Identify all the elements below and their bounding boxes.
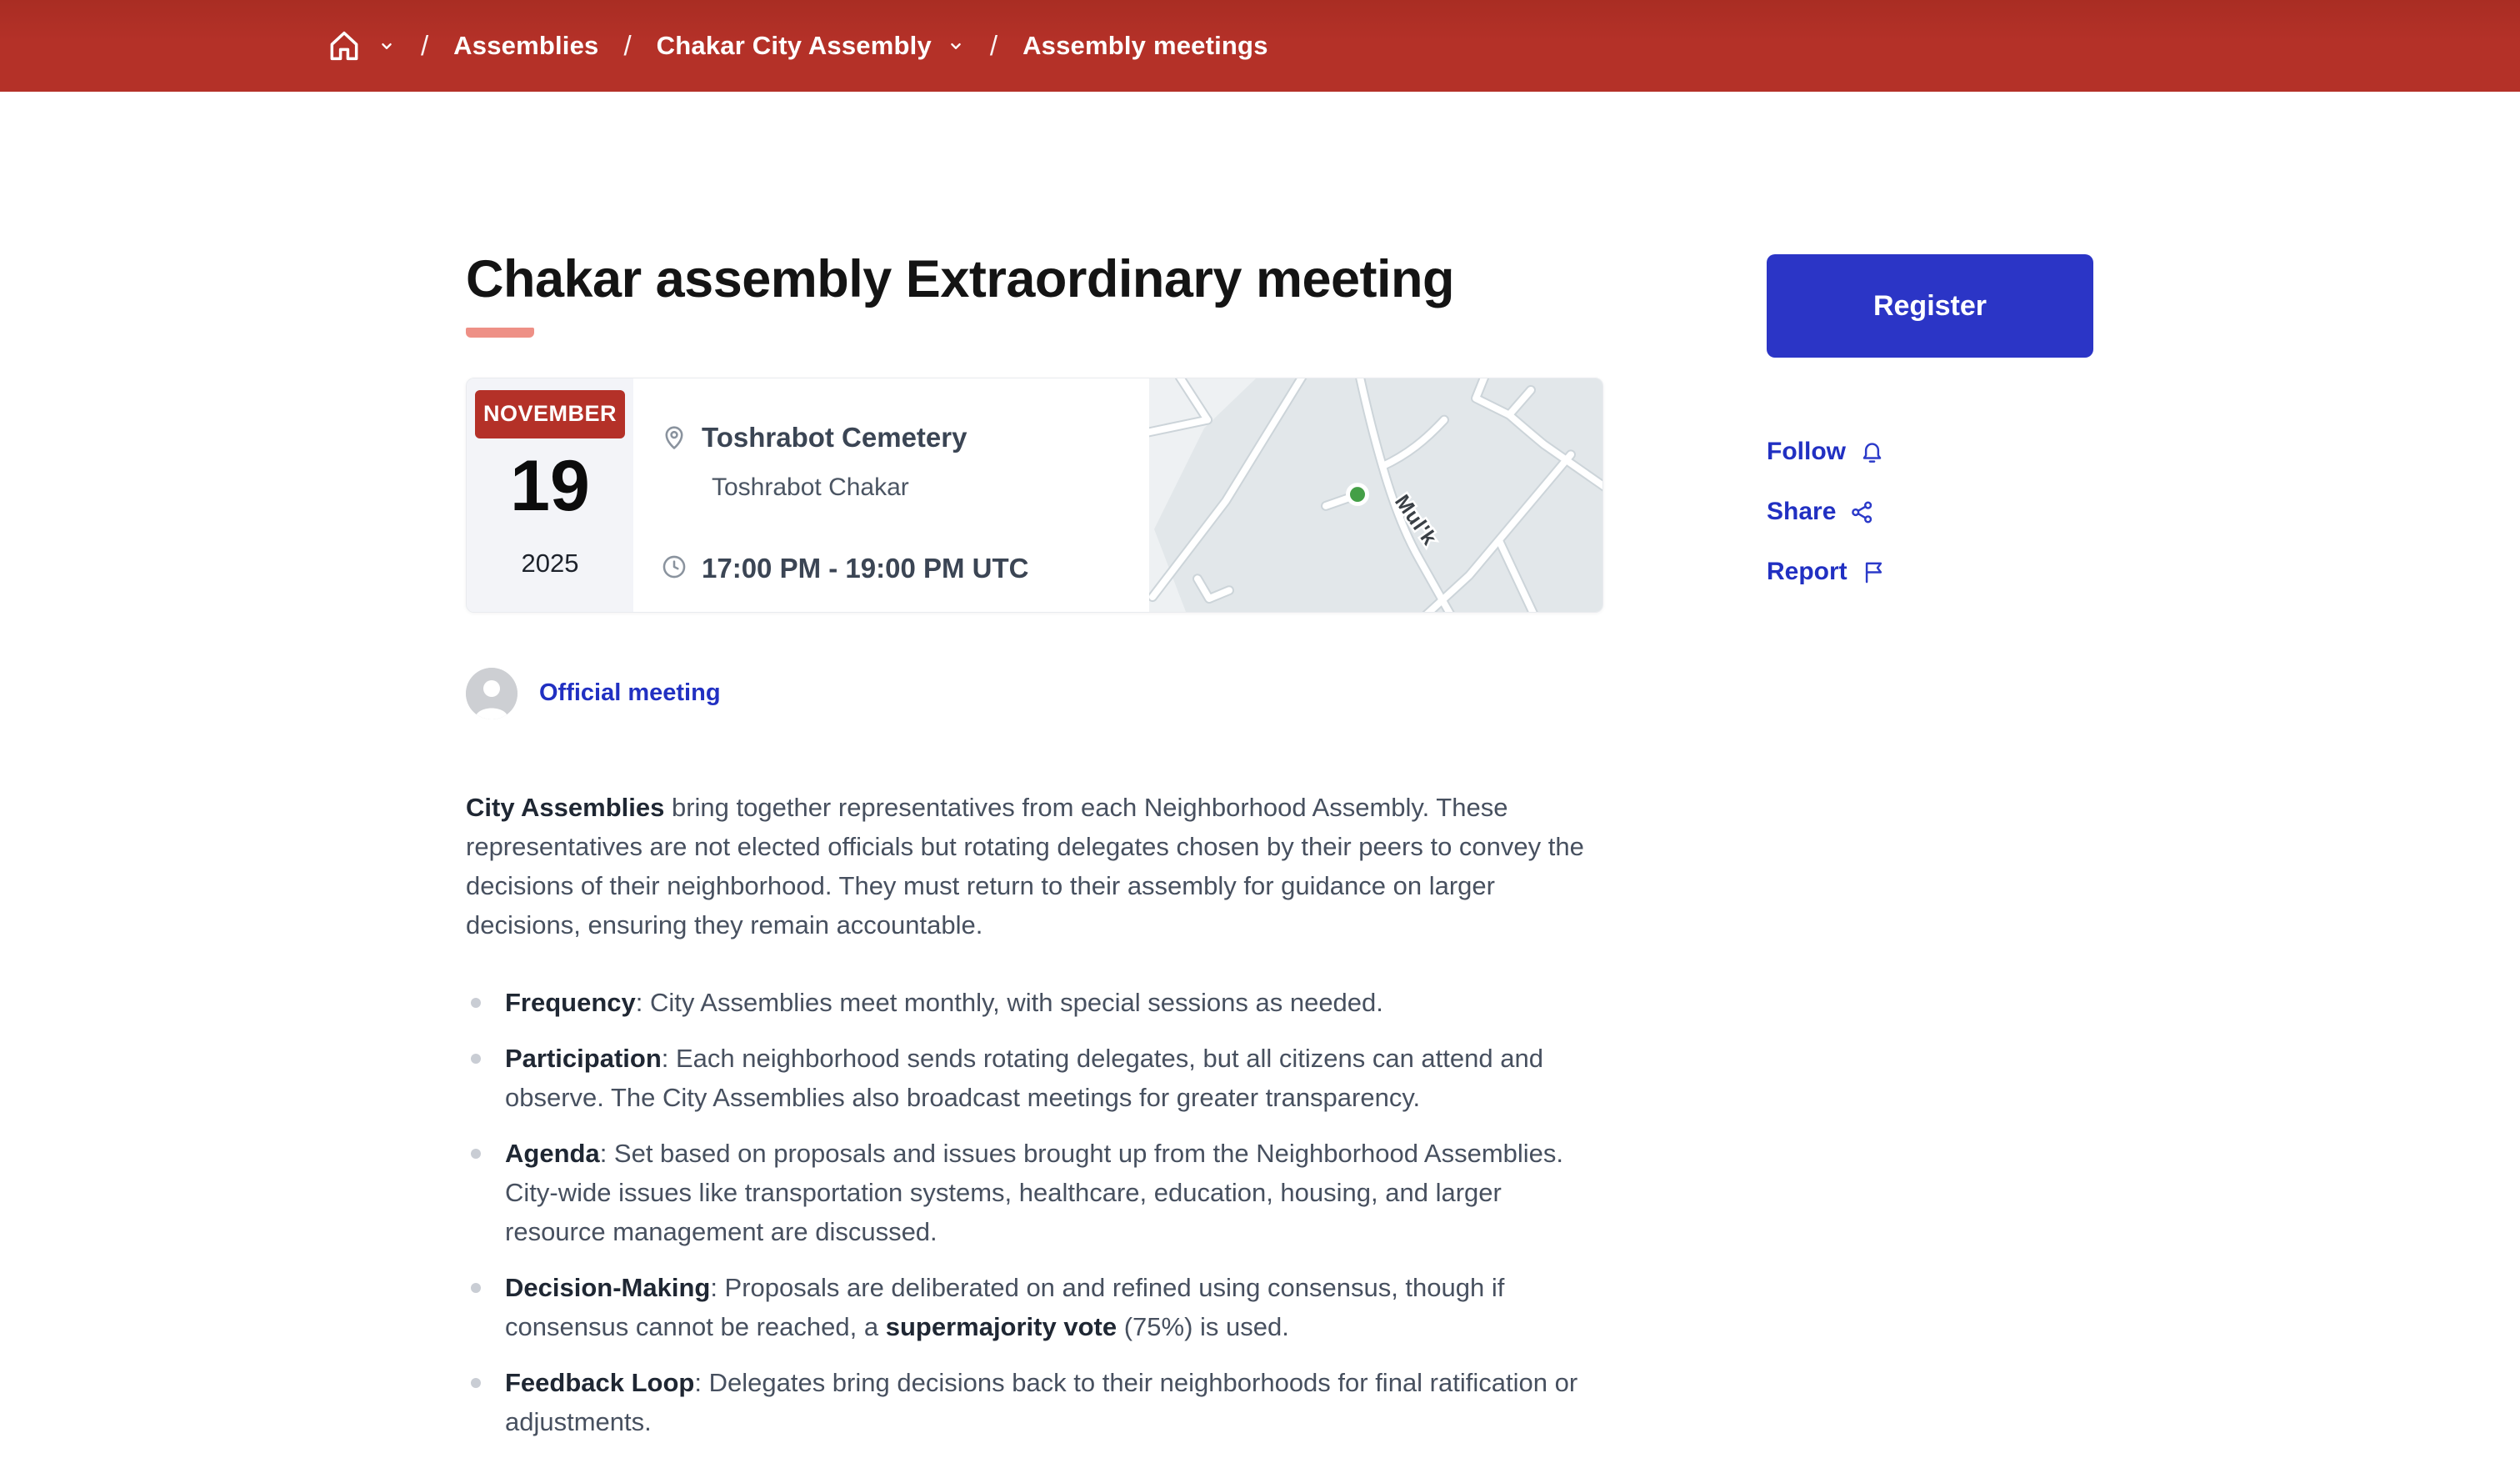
breadcrumb-separator: /: [421, 30, 429, 61]
bullet-label: Frequency: [505, 987, 636, 1017]
breadcrumb-bar: [0, 0, 2520, 92]
event-day: 19: [510, 445, 590, 526]
breadcrumb-home-link[interactable]: [326, 28, 362, 64]
bullet-text: : Proposals are deliberated on and refined using consensus, though if consensus cannot be reached, a: [505, 1272, 1505, 1341]
bullet-text: (75%) is used.: [1117, 1311, 1289, 1341]
page-title: Chakar assembly Extraordinary meeting: [466, 250, 1455, 308]
report-button[interactable]: [1767, 558, 2093, 586]
follow-label: Follow: [1767, 438, 1846, 465]
location-address: Toshrabot Chakar: [712, 473, 909, 501]
follow-button[interactable]: [1767, 438, 2093, 466]
event-year: 2025: [521, 548, 579, 578]
map-canvas: [1149, 378, 1602, 612]
bell-icon: [1859, 439, 1885, 465]
time-row: [660, 552, 1149, 585]
register-button[interactable]: Register: [1767, 254, 2093, 358]
bullet-text: : Delegates bring decisions back to their neighborhoods for final ratification or adjustments.: [505, 1367, 1578, 1436]
breadcrumb-item-assembly-meetings[interactable]: Assembly meetings: [1022, 31, 1268, 60]
list-item: [466, 983, 1603, 1022]
meeting-description: [466, 788, 1603, 944]
person-silhouette-icon: [466, 668, 518, 719]
breadcrumb-separator: /: [623, 30, 632, 61]
chevron-down-icon[interactable]: [947, 37, 965, 55]
location-map[interactable]: [1149, 378, 1602, 612]
bullet-text: : City Assemblies meet monthly, with special sessions as needed.: [635, 987, 1383, 1017]
map-marker[interactable]: [1348, 484, 1368, 504]
event-date-box: [467, 378, 633, 612]
breadcrumb-separator: /: [989, 30, 998, 61]
list-item: [466, 1134, 1603, 1251]
meeting-main-content: [466, 250, 1603, 1458]
home-icon: [326, 28, 362, 64]
map-street-label: Mul'k: [1390, 489, 1442, 550]
bullet-text: : Each neighborhood sends rotating delegates, but all citizens can attend and observe. The City Assemblies also broadcast meetings for greater transparency.: [505, 1043, 1543, 1112]
description-lead: City Assemblies: [466, 792, 665, 822]
share-label: Share: [1767, 498, 1837, 525]
bullet-label: Agenda: [505, 1138, 600, 1168]
sidebar-actions: [1767, 438, 2093, 586]
map-pin-icon: [660, 423, 688, 455]
event-info: [633, 378, 1149, 612]
flag-icon: [1861, 559, 1887, 585]
bullet-bold: supermajority vote: [885, 1311, 1118, 1341]
location-row: [660, 422, 1149, 455]
official-meeting-link[interactable]: Official meeting: [539, 679, 721, 707]
bullet-label: Participation: [505, 1043, 662, 1073]
bullet-label: Decision-Making: [505, 1272, 711, 1302]
meeting-feature-list: [466, 983, 1603, 1441]
clock-icon: [660, 553, 688, 585]
title-accent-bar: [466, 328, 534, 338]
avatar: [466, 668, 518, 719]
description-text: bring together representatives from each Neighborhood Assembly. These representatives are not elected officials but rotating delegates chosen by their peers to convey the decisions of their neighborhood. They must return to their assembly for guidance on larger decisions, ensuring they remain accountable.: [466, 792, 1584, 939]
chevron-down-icon[interactable]: [378, 37, 396, 55]
share-button[interactable]: [1767, 498, 2093, 526]
report-label: Report: [1767, 558, 1848, 585]
breadcrumb-item-assemblies[interactable]: Assemblies: [453, 31, 599, 60]
list-item: [466, 1039, 1603, 1117]
event-month-badge: NOVEMBER: [475, 390, 625, 438]
event-time-range: 17:00 PM - 19:00 PM UTC: [702, 552, 1029, 584]
breadcrumb-item-chakar-city-assembly[interactable]: Chakar City Assembly: [656, 31, 932, 60]
bullet-label: Feedback Loop: [505, 1367, 695, 1397]
share-nodes-icon: [1849, 499, 1875, 525]
meeting-sidebar: [1767, 250, 2093, 1458]
list-item: [466, 1268, 1603, 1346]
bullet-text: : Set based on proposals and issues brought up from the Neighborhood Assemblies. City-wide issues like transportation systems, healthcare, education, housing, and larger resource management are discussed.: [505, 1138, 1564, 1246]
page-body: [0, 92, 2520, 1458]
breadcrumb: [326, 28, 1268, 64]
author-row: [466, 668, 1603, 719]
location-name: Toshrabot Cemetery: [702, 421, 968, 453]
list-item: [466, 1363, 1603, 1441]
event-card: [466, 378, 1603, 613]
